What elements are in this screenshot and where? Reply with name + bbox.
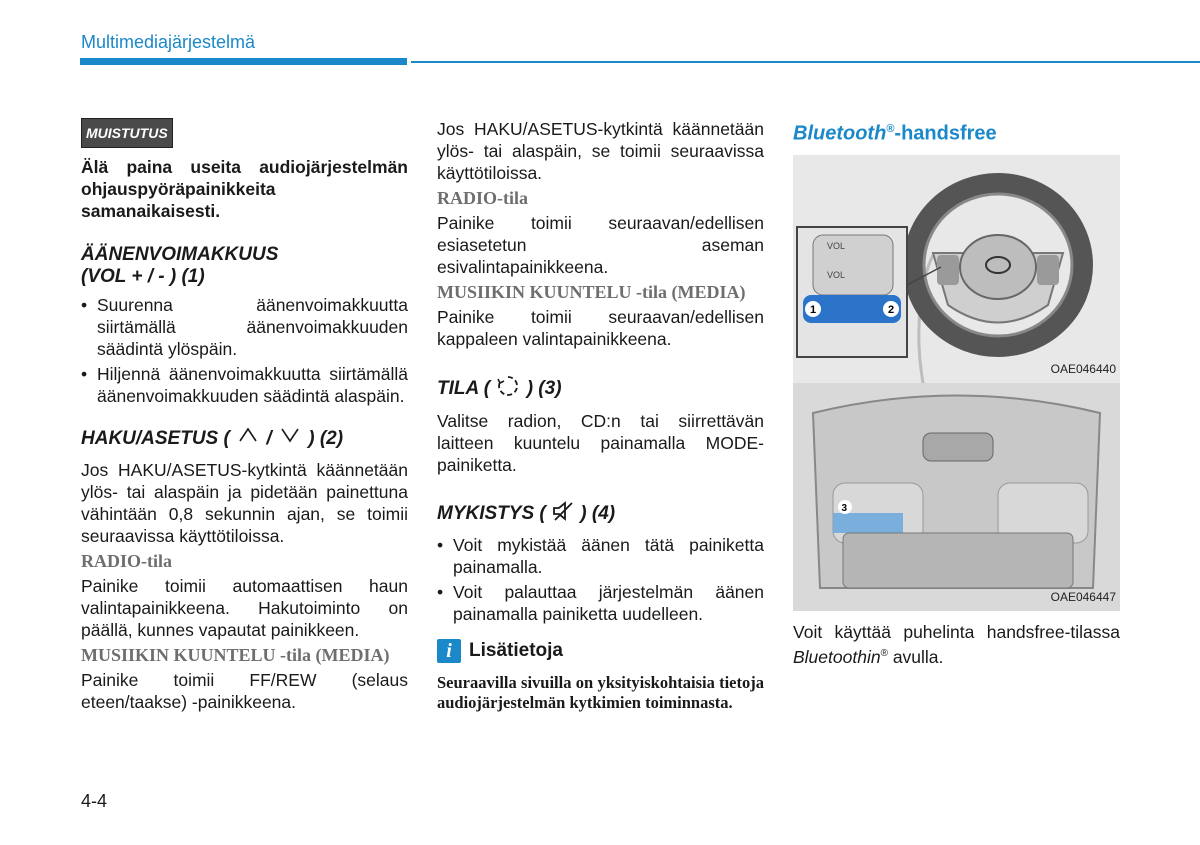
volume-heading-line2: (VOL + / - ) (1) xyxy=(81,266,205,287)
volume-list xyxy=(81,294,408,407)
mute-icon xyxy=(551,500,575,528)
list-item: • Hiljennä äänenvoimakkuutta siirtämällä äänenvoimakkuuden säädintä alaspäin. xyxy=(81,363,408,407)
list-item: • Voit mykistää äänen tätä painiketta painamalla. xyxy=(437,534,764,578)
music-mode-text: Painike toimii FF/REW (selaus eteen/taakse) -painikkeena. xyxy=(81,670,408,712)
header-rule-thin xyxy=(411,61,1200,63)
steering-wheel-illustration xyxy=(793,155,1120,383)
list-item: • Suurenna äänenvoimakkuutta siirtämällä äänenvoimakkuuden säädintä ylöspäin. xyxy=(81,294,408,360)
caution-text: Älä paina useita audiojärjestelmän ohjauspyöräpainikkeita samanaikaisesti. xyxy=(81,157,408,221)
mute-list xyxy=(437,534,764,625)
vol-label: VOL xyxy=(827,240,846,251)
image-code: OAE046440 xyxy=(1050,361,1116,376)
bluetooth-heading-reg: ® xyxy=(886,123,895,135)
chevron-down-icon xyxy=(277,425,303,453)
bluetooth-heading xyxy=(793,118,1120,145)
bluetooth-text xyxy=(793,621,1120,668)
callout-3: 3 xyxy=(841,502,848,514)
vol-label: VOL xyxy=(827,269,846,280)
header-rule-thick xyxy=(80,58,407,65)
mute-heading xyxy=(437,500,764,528)
bluetooth-text-reg: ® xyxy=(880,647,888,659)
mode-heading-post: ) (3) xyxy=(526,378,562,400)
caution-badge: MUISTUTUS xyxy=(81,118,173,148)
haku-heading xyxy=(81,425,408,453)
volume-heading-line1: ÄÄNENVOIMAKKUUS xyxy=(81,244,279,265)
bluetooth-text-part1: Voit käyttää puhelinta handsfree-tilassa xyxy=(793,621,1120,642)
mode-heading-pre: TILA ( xyxy=(437,378,491,400)
info-text: Seuraavilla sivuilla on yksityiskohtaisia tietoja audiojärjestelmän kytkimien toiminnasta. xyxy=(437,673,764,712)
column-1 xyxy=(81,118,408,715)
music-mode-heading: MUSIIKIN KUUNTELU -tila (MEDIA) xyxy=(81,645,390,665)
mute-heading-post: ) (4) xyxy=(580,503,616,525)
haku-heading-pre: HAKU/ASETUS ( xyxy=(81,428,230,450)
image-code: OAE046447 xyxy=(1050,589,1116,604)
haku-heading-slash: / xyxy=(266,428,272,450)
mode-heading xyxy=(437,374,764,404)
mute-heading-pre: MYKISTYS ( xyxy=(437,503,546,525)
info-heading xyxy=(437,639,764,663)
callout-1: 1 xyxy=(810,303,817,316)
callout-2: 2 xyxy=(888,303,895,316)
haku-intro-text: Jos HAKU/ASETUS-kytkintä käännetään ylös- tai alaspäin, se toimii seuraavissa käyttötiloissa. xyxy=(437,119,764,183)
music-mode-text: Painike toimii seuraavan/edellisen kappaleen valintapainikkeena. xyxy=(437,307,764,349)
mode-text: Valitse radion, CD:n tai siirrettävän laitteen kuuntelu painamalla MODE-painiketta. xyxy=(437,411,764,475)
chevron-up-icon xyxy=(235,425,261,453)
bluetooth-text-brand: Bluetoothin xyxy=(793,646,881,667)
steering-wheel-icon xyxy=(793,155,1120,383)
volume-heading xyxy=(81,244,408,288)
haku-heading-post: ) (2) xyxy=(308,428,344,450)
list-item: • Voit palauttaa järjestelmän äänen painamalla painiketta uudelleen. xyxy=(437,581,764,625)
radio-mode-text: Painike toimii automaattisen haun valintapainikkeena. Hakutoiminto on päällä, kunnes vapautat painikkeen. xyxy=(81,576,408,640)
info-heading-label: Lisätietoja xyxy=(469,640,563,661)
column-2 xyxy=(437,118,764,713)
page-number: 4-4 xyxy=(81,791,108,811)
haku-text: Jos HAKU/ASETUS-kytkintä käännetään ylös- tai alaspäin ja pidetään painettuna vähintään 0,8 sekunnin ajan, se toimii seuraavissa käyttötiloissa. xyxy=(81,460,408,546)
music-mode-heading: MUSIIKIN KUUNTELU -tila (MEDIA) xyxy=(437,282,746,302)
bluetooth-heading-brand: Bluetooth xyxy=(793,122,887,145)
radio-mode-heading: RADIO-tila xyxy=(81,551,172,571)
overhead-console-icon xyxy=(793,383,1120,611)
radio-mode-heading: RADIO-tila xyxy=(437,188,528,208)
bluetooth-heading-rest: -handsfree xyxy=(894,122,997,145)
info-icon: i xyxy=(437,639,461,663)
column-3 xyxy=(793,118,1120,669)
page-header-title: Multimediajärjestelmä xyxy=(81,32,256,52)
bluetooth-text-part2: avulla. xyxy=(887,646,944,667)
radio-mode-text: Painike toimii seuraavan/edellisen esiasetetun aseman esivalintapainikkeena. xyxy=(437,213,764,277)
mode-icon xyxy=(495,374,521,404)
overhead-console-illustration xyxy=(793,383,1120,611)
